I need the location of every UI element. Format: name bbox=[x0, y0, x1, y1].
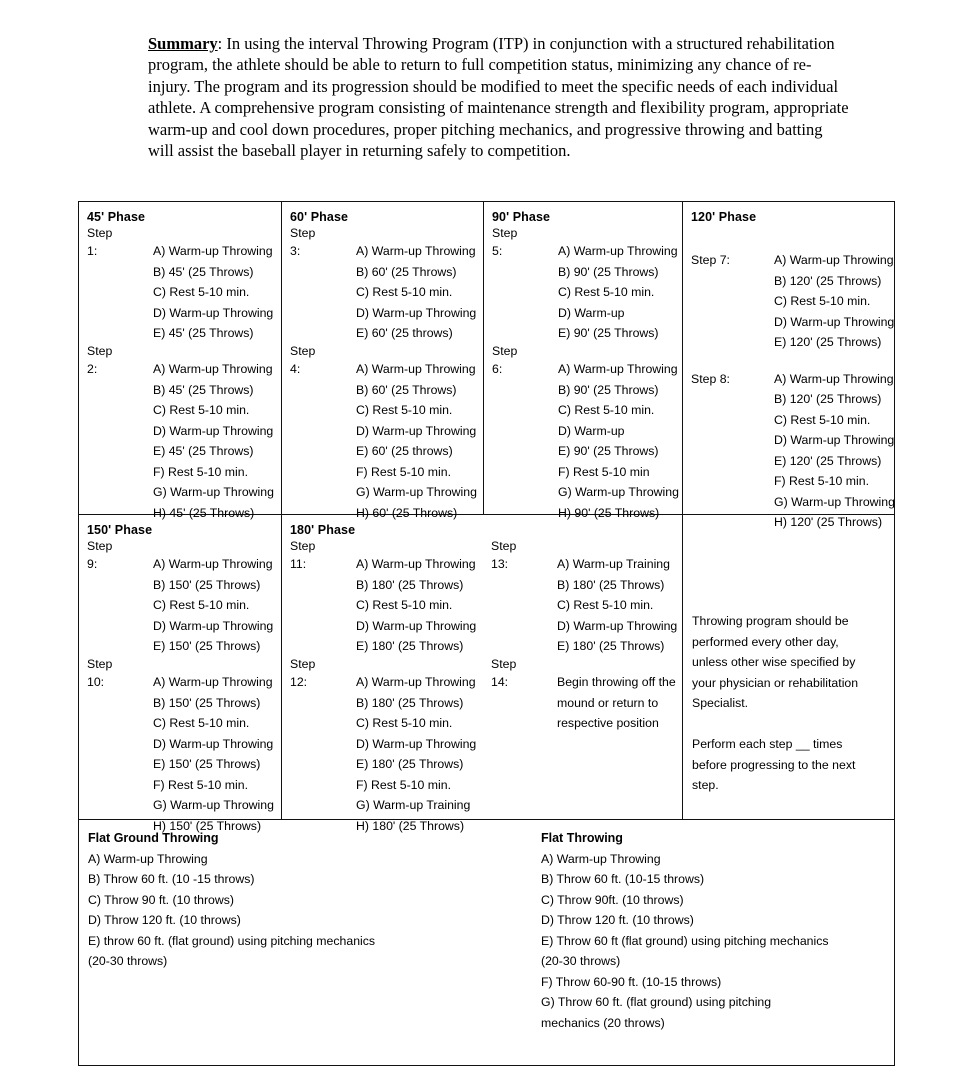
cell-phase-180 bbox=[281, 515, 483, 833]
step-word: Step bbox=[492, 226, 518, 240]
step-number: 10: bbox=[87, 675, 105, 690]
cell-phase-150 bbox=[79, 515, 281, 833]
summary-paragraph bbox=[148, 33, 852, 161]
step-item: F) Rest 5-10 min. bbox=[774, 474, 869, 488]
step-item: A) Warm-up Throwing bbox=[153, 675, 273, 690]
step-item: H) 180' (25 Throws) bbox=[356, 818, 465, 833]
step-item: mound or return to bbox=[557, 695, 659, 710]
flat-ground-line: B) Throw 60 ft. (10 -15 throws) bbox=[88, 872, 255, 886]
flat-throwing-line: (20-30 throws) bbox=[541, 954, 621, 968]
flat-throwing-section bbox=[541, 828, 886, 1033]
step-block-13 bbox=[491, 539, 682, 657]
step-item: F) Rest 5-10 min. bbox=[153, 777, 248, 792]
step-item: E) 120' (25 Throws) bbox=[774, 335, 882, 349]
step-item: A) Warm-up Throwing bbox=[774, 371, 894, 386]
step-item: C) Rest 5-10 min. bbox=[356, 403, 453, 418]
step-label: Step 7: bbox=[691, 253, 730, 267]
step-item: D) Warm-up Throwing bbox=[774, 433, 895, 447]
cell-phase-60 bbox=[281, 202, 483, 520]
step-item: D) Warm-up Throwing bbox=[774, 314, 895, 329]
phase-title-120: 120' Phase bbox=[691, 210, 757, 224]
phase-title-45: 45' Phase bbox=[87, 210, 146, 224]
step-item: A) Warm-up Training bbox=[557, 557, 670, 572]
summary-lead-label: Summary bbox=[148, 34, 218, 53]
flat-ground-line: A) Warm-up Throwing bbox=[88, 851, 208, 866]
step-item: G) Warm-up Throwing bbox=[153, 798, 274, 813]
flat-throwing-line: E) Throw 60 ft (flat ground) using pitching mechanics bbox=[541, 933, 829, 948]
step-item: C) Rest 5-10 min. bbox=[356, 598, 453, 613]
step-item: E) 150' (25 Throws) bbox=[153, 639, 261, 654]
step-item: A) Warm-up Throwing bbox=[153, 244, 273, 259]
flat-ground-line: E) throw 60 ft. (flat ground) using pitching mechanics bbox=[88, 933, 376, 948]
flat-throwing-line: C) Throw 90ft. (10 throws) bbox=[541, 892, 684, 907]
step-item: A) Warm-up Throwing bbox=[774, 253, 894, 267]
step-item: C) Rest 5-10 min. bbox=[153, 285, 250, 300]
step-item: B) 60' (25 Throws) bbox=[356, 382, 457, 397]
step-items bbox=[558, 241, 682, 344]
step-number: 11: bbox=[290, 557, 307, 572]
summary-body-text: In using the interval Throwing Program (ITP) in conjunction with a structured rehabilitation program, the athlete should be able to return to full competition status, minimizing any chance of re-injury. The program and its progression should be modified to meet the specific needs of each individual athlete. A comprehensive program consisting of maintenance strength and flexibility program, appropriate warm-up and cool down procedures, proper pitching mechanics, and progressive throwing and batting will assist the baseball player in returning safely to competition. bbox=[148, 34, 849, 161]
flat-ground-line: C) Throw 90 ft. (10 throws) bbox=[88, 892, 235, 907]
step-item: B) 60' (25 Throws) bbox=[356, 264, 457, 279]
step-item: B) 45' (25 Throws) bbox=[153, 382, 254, 397]
step-item: D) Warm-up bbox=[558, 423, 625, 438]
step-item: C) Rest 5-10 min. bbox=[153, 403, 250, 418]
step-item: E) 45' (25 Throws) bbox=[153, 326, 254, 341]
step-item: G) Warm-up Throwing bbox=[356, 485, 477, 500]
step-item: G) Warm-up Training bbox=[356, 798, 471, 813]
step-block-9 bbox=[87, 539, 281, 657]
step-word: Step bbox=[87, 343, 113, 358]
step-item: A) Warm-up Throwing bbox=[356, 557, 476, 572]
step-item: C) Rest 5-10 min. bbox=[356, 285, 453, 300]
step-item: E) 45' (25 Throws) bbox=[153, 444, 254, 459]
step-item: C) Rest 5-10 min. bbox=[774, 294, 871, 308]
flat-ground-line: (20-30 throws) bbox=[88, 954, 168, 968]
step-item: B) 150' (25 Throws) bbox=[153, 695, 261, 710]
note-gap bbox=[692, 714, 886, 735]
step-item: C) Rest 5-10 min. bbox=[774, 412, 871, 427]
step-word: Step bbox=[87, 656, 113, 671]
step-item: H) 150' (25 Throws) bbox=[153, 818, 262, 833]
step-item: B) 180' (25 Throws) bbox=[557, 577, 665, 592]
step-item: D) Warm-up Throwing bbox=[153, 305, 274, 320]
phase-title-150: 150' Phase bbox=[87, 523, 153, 537]
step-block-1 bbox=[87, 226, 281, 344]
step-item: D) Warm-up Throwing bbox=[356, 423, 477, 438]
step-number: 2: bbox=[87, 362, 98, 377]
step-item: B) 90' (25 Throws) bbox=[558, 264, 659, 279]
step-item: B) 180' (25 Throws) bbox=[356, 695, 464, 710]
step-item: A) Warm-up Throwing bbox=[558, 244, 678, 259]
note-line: before progressing to the next bbox=[692, 757, 856, 772]
step-word: Step bbox=[290, 343, 316, 358]
table-row-phases-1 bbox=[79, 202, 895, 529]
step-word: Step bbox=[290, 226, 316, 240]
note-line: Specialist. bbox=[692, 696, 749, 710]
step-item: E) 60' (25 throws) bbox=[356, 326, 453, 341]
flat-throwing-line: F) Throw 60-90 ft. (10-15 throws) bbox=[541, 974, 722, 989]
note-line: Perform each step __ times bbox=[692, 737, 843, 751]
table-row-flat bbox=[79, 820, 894, 1065]
step-item: H) 120' (25 Throws) bbox=[774, 515, 883, 529]
step-item: B) 90' (25 Throws) bbox=[558, 382, 659, 397]
step-item: C) Rest 5-10 min. bbox=[356, 716, 453, 731]
step-item: E) 180' (25 Throws) bbox=[356, 757, 464, 772]
step-items bbox=[356, 554, 483, 657]
cell-steps-13-14 bbox=[483, 515, 682, 819]
flat-ground-throwing-section bbox=[88, 828, 538, 972]
step-item: C) Rest 5-10 min. bbox=[153, 716, 250, 731]
step-number: 13: bbox=[491, 557, 509, 572]
cell-phase-120 bbox=[682, 202, 895, 529]
step-item: E) 60' (25 throws) bbox=[356, 444, 453, 459]
cell-flat-sections bbox=[79, 820, 894, 1065]
step-number: 3: bbox=[290, 244, 301, 259]
flat-throwing-line: B) Throw 60 ft. (10-15 throws) bbox=[541, 872, 705, 886]
step-item: D) Warm-up Throwing bbox=[356, 618, 477, 633]
step-items bbox=[356, 672, 483, 836]
step-items bbox=[153, 359, 281, 523]
step-item: D) Warm-up Throwing bbox=[153, 423, 274, 438]
note-line: unless other wise specified by bbox=[692, 655, 856, 669]
step-item: B) 120' (25 Throws) bbox=[774, 392, 882, 406]
step-item: H) 45' (25 Throws) bbox=[153, 505, 255, 520]
step-block-2 bbox=[87, 344, 281, 523]
table-row-phases-2 bbox=[79, 515, 894, 833]
phase-title-60: 60' Phase bbox=[290, 210, 349, 224]
step-number: 5: bbox=[492, 244, 503, 259]
step-word: Step bbox=[290, 656, 316, 671]
step-item: respective position bbox=[557, 716, 659, 731]
step-word: Step bbox=[290, 539, 316, 553]
step-item: B) 180' (25 Throws) bbox=[356, 577, 464, 592]
step-item: D) Warm-up Throwing bbox=[153, 618, 274, 633]
step-items bbox=[774, 369, 894, 533]
step-word: Step bbox=[87, 539, 113, 553]
step-item: D) Warm-up Throwing bbox=[153, 736, 274, 751]
phase-title-spacer bbox=[491, 522, 682, 538]
step-number: 4: bbox=[290, 362, 301, 377]
step-block-11 bbox=[290, 539, 483, 657]
step-item: G) Warm-up Throwing bbox=[558, 485, 679, 500]
flat-throwing-line: G) Throw 60 ft. (flat ground) using pitching bbox=[541, 995, 772, 1009]
step-item: F) Rest 5-10 min. bbox=[153, 464, 248, 479]
step-items bbox=[774, 250, 894, 353]
flat-throwing-line: D) Throw 120 ft. (10 throws) bbox=[541, 913, 694, 927]
step-item: A) Warm-up Throwing bbox=[356, 244, 476, 259]
step-block-5 bbox=[492, 226, 682, 344]
step-items bbox=[356, 241, 483, 344]
step-item: D) Warm-up Throwing bbox=[557, 618, 678, 633]
step-word: Step bbox=[491, 539, 517, 553]
step-label: Step 8: bbox=[691, 371, 730, 386]
step-items bbox=[153, 672, 281, 836]
step-item: A) Warm-up Throwing bbox=[153, 557, 273, 572]
step-item: B) 150' (25 Throws) bbox=[153, 577, 261, 592]
step-item: A) Warm-up Throwing bbox=[153, 362, 273, 377]
step-number: 14: bbox=[491, 675, 509, 690]
step-block-10 bbox=[87, 657, 281, 836]
step-item: D) Warm-up Throwing bbox=[356, 736, 477, 751]
step-items bbox=[356, 359, 483, 523]
flat-throwing-title: Flat Throwing bbox=[541, 831, 623, 845]
summary-colon: : bbox=[217, 34, 223, 53]
step-items bbox=[153, 241, 281, 344]
step-number: 12: bbox=[290, 675, 308, 690]
interval-throwing-program-table bbox=[78, 201, 895, 1066]
step-block-6 bbox=[492, 344, 682, 523]
step-block-7 bbox=[691, 250, 894, 353]
step-item: B) 120' (25 Throws) bbox=[774, 273, 882, 288]
cell-phase-90 bbox=[483, 202, 682, 520]
step-item: B) 45' (25 Throws) bbox=[153, 264, 254, 279]
step-word: Step bbox=[492, 343, 518, 358]
step-item: Begin throwing off the bbox=[557, 675, 676, 690]
step-item: G) Warm-up Throwing bbox=[774, 494, 895, 509]
step-number: 6: bbox=[492, 362, 503, 377]
step-item: F) Rest 5-10 min. bbox=[356, 777, 451, 792]
flat-throwing-line: A) Warm-up Throwing bbox=[541, 851, 661, 866]
step-items bbox=[557, 554, 682, 657]
step-item: C) Rest 5-10 min. bbox=[558, 285, 655, 300]
step-word: Step bbox=[491, 656, 517, 671]
step-item: A) Warm-up Throwing bbox=[356, 362, 476, 377]
step-item: E) 180' (25 Throws) bbox=[356, 639, 464, 654]
cell-program-notes bbox=[682, 515, 894, 819]
step-item: D) Warm-up bbox=[558, 305, 625, 320]
flat-ground-title: Flat Ground Throwing bbox=[88, 831, 219, 845]
phase-title-90: 90' Phase bbox=[492, 210, 551, 224]
step-item: E) 90' (25 Throws) bbox=[558, 444, 659, 459]
step-item: F) Rest 5-10 min. bbox=[356, 464, 451, 479]
step-block-3 bbox=[290, 226, 483, 344]
step-item: E) 150' (25 Throws) bbox=[153, 757, 261, 772]
cell-phase-45 bbox=[79, 202, 281, 520]
step-item: C) Rest 5-10 min. bbox=[558, 403, 655, 418]
step-item: A) Warm-up Throwing bbox=[558, 362, 678, 377]
step-block-8 bbox=[691, 369, 894, 533]
step-block-12 bbox=[290, 657, 483, 836]
step-item: E) 180' (25 Throws) bbox=[557, 639, 665, 654]
step-number: 9: bbox=[87, 557, 98, 572]
step-item: A) Warm-up Throwing bbox=[356, 675, 476, 690]
step-items bbox=[153, 554, 281, 657]
step-item: E) 90' (25 Throws) bbox=[558, 326, 659, 341]
step-word: Step bbox=[87, 226, 113, 240]
step-number: 1: bbox=[87, 244, 98, 259]
step-item: F) Rest 5-10 min bbox=[558, 464, 650, 479]
note-line: Throwing program should be bbox=[692, 614, 849, 628]
step-block-14 bbox=[491, 657, 682, 734]
step-item: G) Warm-up Throwing bbox=[153, 485, 274, 500]
step-items bbox=[558, 359, 682, 523]
note-line: step. bbox=[692, 778, 719, 792]
step-item: D) Warm-up Throwing bbox=[356, 305, 477, 320]
step-item: C) Rest 5-10 min. bbox=[557, 598, 654, 613]
flat-throwing-line: mechanics (20 throws) bbox=[541, 1015, 665, 1030]
phase-title-180: 180' Phase bbox=[290, 523, 356, 537]
step-item: C) Rest 5-10 min. bbox=[153, 598, 250, 613]
flat-ground-line: D) Throw 120 ft. (10 throws) bbox=[88, 913, 241, 927]
note-line: performed every other day, bbox=[692, 634, 839, 649]
step-item: E) 120' (25 Throws) bbox=[774, 453, 882, 468]
step-items bbox=[557, 672, 682, 734]
step-block-4 bbox=[290, 344, 483, 523]
step-item: H) 90' (25 Throws) bbox=[558, 505, 660, 520]
step-item: H) 60' (25 Throws) bbox=[356, 505, 458, 520]
note-line: your physician or rehabilitation bbox=[692, 675, 859, 690]
